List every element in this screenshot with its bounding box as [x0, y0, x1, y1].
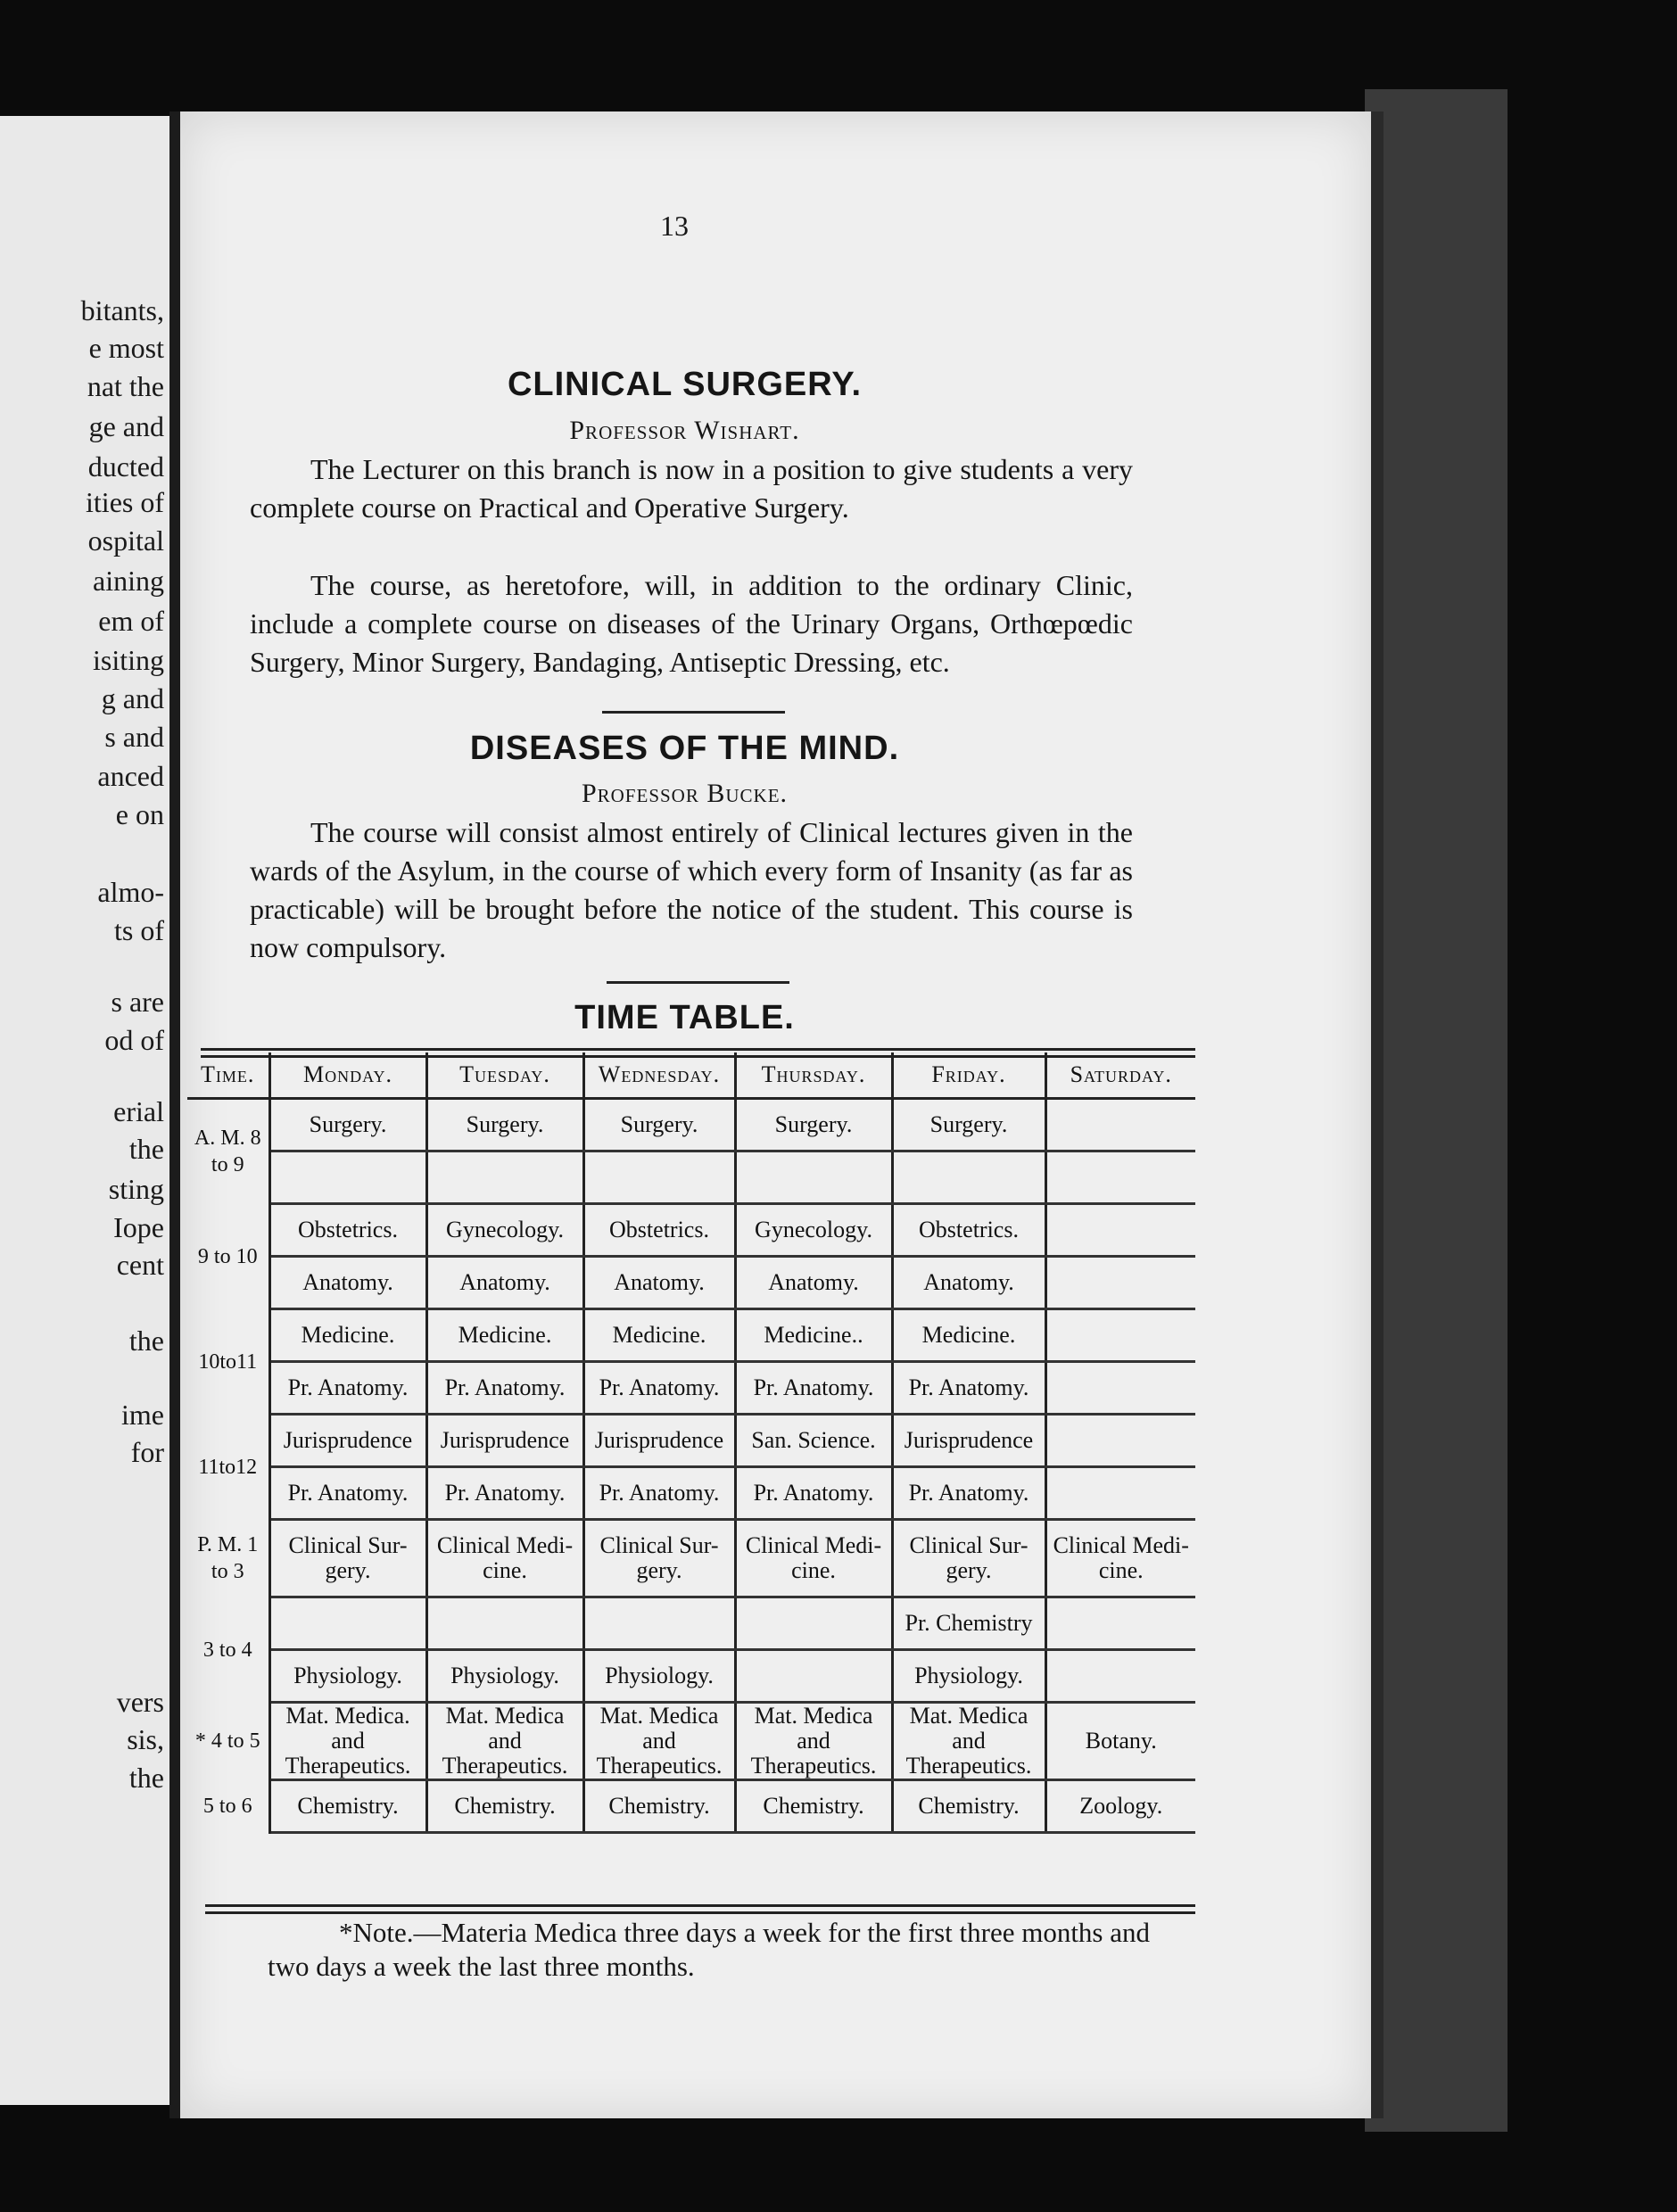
- timetable-cell: Mat. Medica. and Therapeutics.: [269, 1703, 426, 1780]
- timetable-time-cell: 3 to 4: [187, 1597, 269, 1703]
- left-page-text-fragment: bitants,: [80, 294, 164, 326]
- timetable-cell: Pr. Anatomy.: [583, 1467, 735, 1520]
- timetable-cell: Anatomy.: [269, 1257, 426, 1309]
- timetable-cell: Jurisprudence: [583, 1415, 735, 1467]
- timetable-cell: Obstetrics.: [583, 1204, 735, 1257]
- timetable-cell: Chemistry.: [269, 1780, 426, 1833]
- timetable-cell: Surgery.: [892, 1099, 1045, 1151]
- timetable-row: [187, 1650, 1195, 1703]
- left-page-text-fragment: g and: [101, 682, 164, 714]
- timetable-time-cell: 5 to 6: [187, 1780, 269, 1833]
- timetable-cell: Chemistry.: [892, 1780, 1045, 1833]
- timetable-cell: Clinical Medi- cine.: [426, 1520, 583, 1597]
- timetable-cell: [426, 1597, 583, 1650]
- timetable-bottom-rule: [205, 1904, 1195, 1907]
- timetable-cell: [269, 1151, 426, 1204]
- page-edge-shadow: [1365, 89, 1508, 2132]
- timetable-cell: [583, 1151, 735, 1204]
- timetable-cell: Surgery.: [426, 1099, 583, 1151]
- diseases-of-mind-professor: Professor Bucke.: [581, 779, 789, 808]
- timetable-cell: [1045, 1099, 1195, 1151]
- left-page-text-fragment: sting: [108, 1173, 164, 1205]
- timetable-cell: Pr. Anatomy.: [583, 1362, 735, 1415]
- timetable-cell: Obstetrics.: [892, 1204, 1045, 1257]
- left-page-text-fragment: ducted: [87, 450, 164, 483]
- timetable-cell: Surgery.: [583, 1099, 735, 1151]
- left-page-text-fragment: vers: [116, 1686, 164, 1718]
- timetable-cell: [735, 1597, 892, 1650]
- timetable-cell: Pr. Anatomy.: [892, 1362, 1045, 1415]
- left-page-text-fragment: aining: [93, 565, 164, 597]
- timetable-cell: Clinical Medi- cine.: [735, 1520, 892, 1597]
- left-page-text-fragment: ities of: [86, 486, 164, 518]
- left-page-text-fragment: the: [128, 1762, 164, 1794]
- clinical-surgery-paragraph-2: The course, as heretofore, will, in addition to the ordinary Clinic, include a complete course on diseases of the Urinary Organs, Orthœpœdic Surgery, Minor Surgery, Bandaging, Antiseptic Dressing, etc.: [250, 569, 1133, 678]
- left-page-text-fragment: Iope: [113, 1211, 164, 1243]
- timetable-cell: Physiology.: [892, 1650, 1045, 1703]
- timetable-cell: Medicine.: [583, 1309, 735, 1362]
- timetable-cell: Pr. Anatomy.: [735, 1467, 892, 1520]
- timetable-cell: Jurisprudence: [892, 1415, 1045, 1467]
- timetable-row: [187, 1415, 1195, 1467]
- timetable-cell: Jurisprudence: [426, 1415, 583, 1467]
- clinical-surgery-paragraph-1: The Lecturer on this branch is now in a position to give students a very complete course on Practical and Operative Surgery.: [250, 453, 1133, 524]
- timetable-cell: Gynecology.: [735, 1204, 892, 1257]
- left-page-text-fragment: ts of: [114, 914, 164, 946]
- timetable-row: [187, 1362, 1195, 1415]
- timetable-time-cell: A. M. 8 to 9: [187, 1099, 269, 1204]
- left-page-text-fragment: e most: [88, 332, 164, 364]
- left-page-text-fragment: em of: [98, 605, 164, 637]
- timetable-time-cell: 9 to 10: [187, 1204, 269, 1309]
- timetable-cell: [1045, 1309, 1195, 1362]
- timetable-time-cell: 11to12: [187, 1415, 269, 1520]
- timetable-cell: San. Science.: [735, 1415, 892, 1467]
- materia-medica-note: *Note.—Materia Medica three days a week for the first three months and two days a week the last three months.: [268, 1917, 1151, 1982]
- left-page-text-fragment: ime: [121, 1399, 164, 1431]
- timetable-row: [187, 1257, 1195, 1309]
- timetable-top-rule: [201, 1048, 1195, 1051]
- left-page-text-fragment: cent: [116, 1249, 164, 1281]
- timetable-cell: Medicine.: [269, 1309, 426, 1362]
- timetable-cell: Clinical Sur- gery.: [583, 1520, 735, 1597]
- timetable-header-day: Wednesday.: [583, 1052, 735, 1099]
- timetable-header-day: Tuesday.: [426, 1052, 583, 1099]
- timetable-header-time: Time.: [187, 1052, 269, 1099]
- timetable-header-day: Monday.: [269, 1052, 426, 1099]
- timetable: [187, 1052, 1195, 1834]
- timetable-row: [187, 1467, 1195, 1520]
- left-page-text-fragment: anced: [97, 760, 164, 792]
- timetable-cell: Medicine.: [892, 1309, 1045, 1362]
- timetable-cell: [1045, 1415, 1195, 1467]
- timetable-time-cell: P. M. 1 to 3: [187, 1520, 269, 1597]
- timetable-row: [187, 1309, 1195, 1362]
- timetable-cell: [1045, 1257, 1195, 1309]
- timetable-cell: [1045, 1204, 1195, 1257]
- left-page-text-fragment: almo-: [97, 876, 164, 908]
- timetable-cell: Physiology.: [426, 1650, 583, 1703]
- left-page-text-fragment: ge and: [88, 410, 164, 442]
- section-divider: [607, 981, 789, 984]
- previous-page-fragment: [0, 116, 178, 2105]
- timetable-header-day: Friday.: [892, 1052, 1045, 1099]
- timetable-cell: Pr. Anatomy.: [269, 1362, 426, 1415]
- timetable-cell: Surgery.: [269, 1099, 426, 1151]
- timetable-cell: Clinical Sur- gery.: [892, 1520, 1045, 1597]
- timetable-cell: Jurisprudence: [269, 1415, 426, 1467]
- timetable-row: [187, 1520, 1195, 1597]
- timetable-cell: Medicine..: [735, 1309, 892, 1362]
- timetable-cell: [735, 1650, 892, 1703]
- left-page-text-fragment: erial: [113, 1095, 164, 1127]
- timetable-cell: [892, 1151, 1045, 1204]
- page-number: 13: [660, 210, 689, 242]
- timetable-row: [187, 1151, 1195, 1204]
- timetable-cell: [1045, 1650, 1195, 1703]
- timetable-cell: Pr. Anatomy.: [892, 1467, 1045, 1520]
- timetable-cell: [1045, 1467, 1195, 1520]
- timetable-header-day: Saturday.: [1070, 1061, 1172, 1087]
- timetable-cell: Botany.: [1045, 1703, 1195, 1780]
- timetable-row: [187, 1597, 1195, 1650]
- left-page-text-fragment: sis,: [127, 1723, 164, 1755]
- timetable-cell: Obstetrics.: [269, 1204, 426, 1257]
- timetable-header-day: Thursday.: [735, 1052, 892, 1099]
- timetable-cell: Anatomy.: [426, 1257, 583, 1309]
- left-page-text-fragment: nat the: [87, 370, 164, 402]
- timetable-cell: Pr. Anatomy.: [269, 1467, 426, 1520]
- timetable-cell: [1045, 1151, 1195, 1204]
- left-page-text-fragment: isiting: [92, 644, 164, 676]
- timetable-cell: Mat. Medica and Therapeutics.: [426, 1703, 583, 1780]
- timetable-cell: Mat. Medica and Therapeutics.: [583, 1703, 735, 1780]
- timetable-cell: [583, 1597, 735, 1650]
- timetable-cell: Gynecology.: [426, 1204, 583, 1257]
- timetable-cell: Pr. Anatomy.: [735, 1362, 892, 1415]
- timetable-row: [187, 1099, 1195, 1151]
- timetable-cell: [1045, 1362, 1195, 1415]
- left-page-text-fragment: od of: [104, 1024, 164, 1056]
- clinical-surgery-professor: Professor Wishart.: [569, 416, 800, 445]
- timetable-cell: Surgery.: [735, 1099, 892, 1151]
- timetable-row: [187, 1204, 1195, 1257]
- timetable-cell: Medicine.: [426, 1309, 583, 1362]
- timetable-time-cell: * 4 to 5: [187, 1703, 269, 1780]
- left-page-text-fragment: s and: [104, 721, 164, 753]
- left-page-text-fragment: s are: [111, 986, 164, 1018]
- timetable-cell: Anatomy.: [583, 1257, 735, 1309]
- timetable-cell: Chemistry.: [735, 1780, 892, 1833]
- timetable-cell: [426, 1151, 583, 1204]
- left-page-text-fragment: e on: [115, 798, 164, 830]
- left-page-text-fragment: the: [128, 1325, 164, 1357]
- timetable-cell: Physiology.: [269, 1650, 426, 1703]
- diseases-of-mind-paragraph: The course will consist almost entirely of Clinical lectures given in the wards of the Asylum, in the course of which every form of Insanity (as far as practicable) will be brought before the notice of the student. This course is now compulsory.: [250, 816, 1133, 963]
- timetable-title: TIME TABLE.: [574, 999, 795, 1036]
- timetable-cell: [269, 1597, 426, 1650]
- section-divider: [602, 711, 785, 714]
- diseases-of-mind-heading: DISEASES OF THE MIND.: [469, 730, 900, 767]
- timetable-row: [187, 1780, 1195, 1833]
- timetable-cell: Anatomy.: [892, 1257, 1045, 1309]
- timetable-cell: Clinical Medi- cine.: [1045, 1520, 1195, 1597]
- left-page-text-fragment: for: [130, 1436, 164, 1468]
- timetable-cell: Zoology.: [1045, 1780, 1195, 1833]
- timetable-cell: Mat. Medica and Therapeutics.: [892, 1703, 1045, 1780]
- timetable-cell: Anatomy.: [735, 1257, 892, 1309]
- timetable-cell: [735, 1151, 892, 1204]
- clinical-surgery-heading: CLINICAL SURGERY.: [507, 366, 863, 403]
- timetable-cell: Chemistry.: [583, 1780, 735, 1833]
- timetable-bottom-rule: [205, 1911, 1195, 1914]
- timetable-cell: Pr. Chemistry: [892, 1597, 1045, 1650]
- timetable-cell: Physiology.: [583, 1650, 735, 1703]
- timetable-cell: Clinical Sur- gery.: [269, 1520, 426, 1597]
- timetable-row: [187, 1703, 1195, 1780]
- left-page-text-fragment: ospital: [87, 524, 164, 557]
- timetable-header-row: [187, 1052, 1195, 1099]
- timetable-cell: Pr. Anatomy.: [426, 1362, 583, 1415]
- timetable-cell: Mat. Medica and Therapeutics.: [735, 1703, 892, 1780]
- timetable-cell: Chemistry.: [426, 1780, 583, 1833]
- timetable-time-cell: 10to11: [187, 1309, 269, 1415]
- timetable-cell: [1045, 1597, 1195, 1650]
- left-page-text-fragment: the: [128, 1133, 164, 1165]
- timetable-cell: Pr. Anatomy.: [426, 1467, 583, 1520]
